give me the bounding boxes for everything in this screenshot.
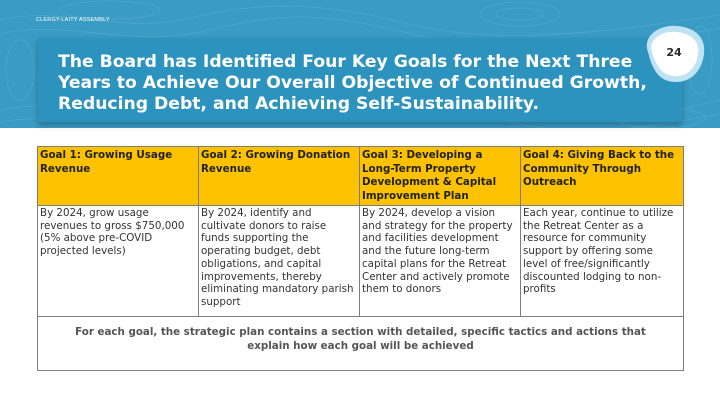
slide-title: The Board has Identified Four Key Goals for the Next Three Years to Achieve Our Overall Objective of Continued Growth, Reducing Debt, and Achieving Self-Sustainability.	[58, 52, 647, 114]
goal-1-description: By 2024, grow usage revenues to gross $750,000 (5% above pre-COVID projected levels)	[38, 206, 199, 317]
column-header-goal-2: Goal 2: Growing Donation Revenue	[199, 147, 360, 206]
column-header-goal-4: Goal 4: Giving Back to the Community Through Outreach	[521, 147, 684, 206]
table-footer-row	[38, 317, 684, 371]
goal-2-description: By 2024, identify and cultivate donors to raise funds supporting the operating budget, debt obligations, and capital improvements, thereby eliminating mandatory parish support	[199, 206, 360, 317]
page-number: 24	[666, 46, 682, 59]
table-header-row	[38, 147, 684, 206]
column-header-goal-1: Goal 1: Growing Usage Revenue	[38, 147, 199, 206]
column-header-goal-3: Goal 3: Developing a Long-Term Property Development & Capital Improvement Plan	[360, 147, 521, 206]
goals-table	[37, 146, 684, 371]
assembly-label: CLERGY-LAITY ASSEMBLY	[36, 17, 110, 23]
goal-3-description: By 2024, develop a vision and strategy for the property and facilities development and the future long-term capital plans for the Retreat Center and actively promote them to donors	[360, 206, 521, 317]
table-row	[38, 206, 684, 317]
goal-4-description: Each year, continue to utilize the Retreat Center as a resource for community support by offering some level of free/significantly discounted lodging to non-profits	[521, 206, 684, 317]
table-footer-note: For each goal, the strategic plan contains a section with detailed, specific tactics and actions that explain how each goal will be achieved	[38, 317, 684, 371]
